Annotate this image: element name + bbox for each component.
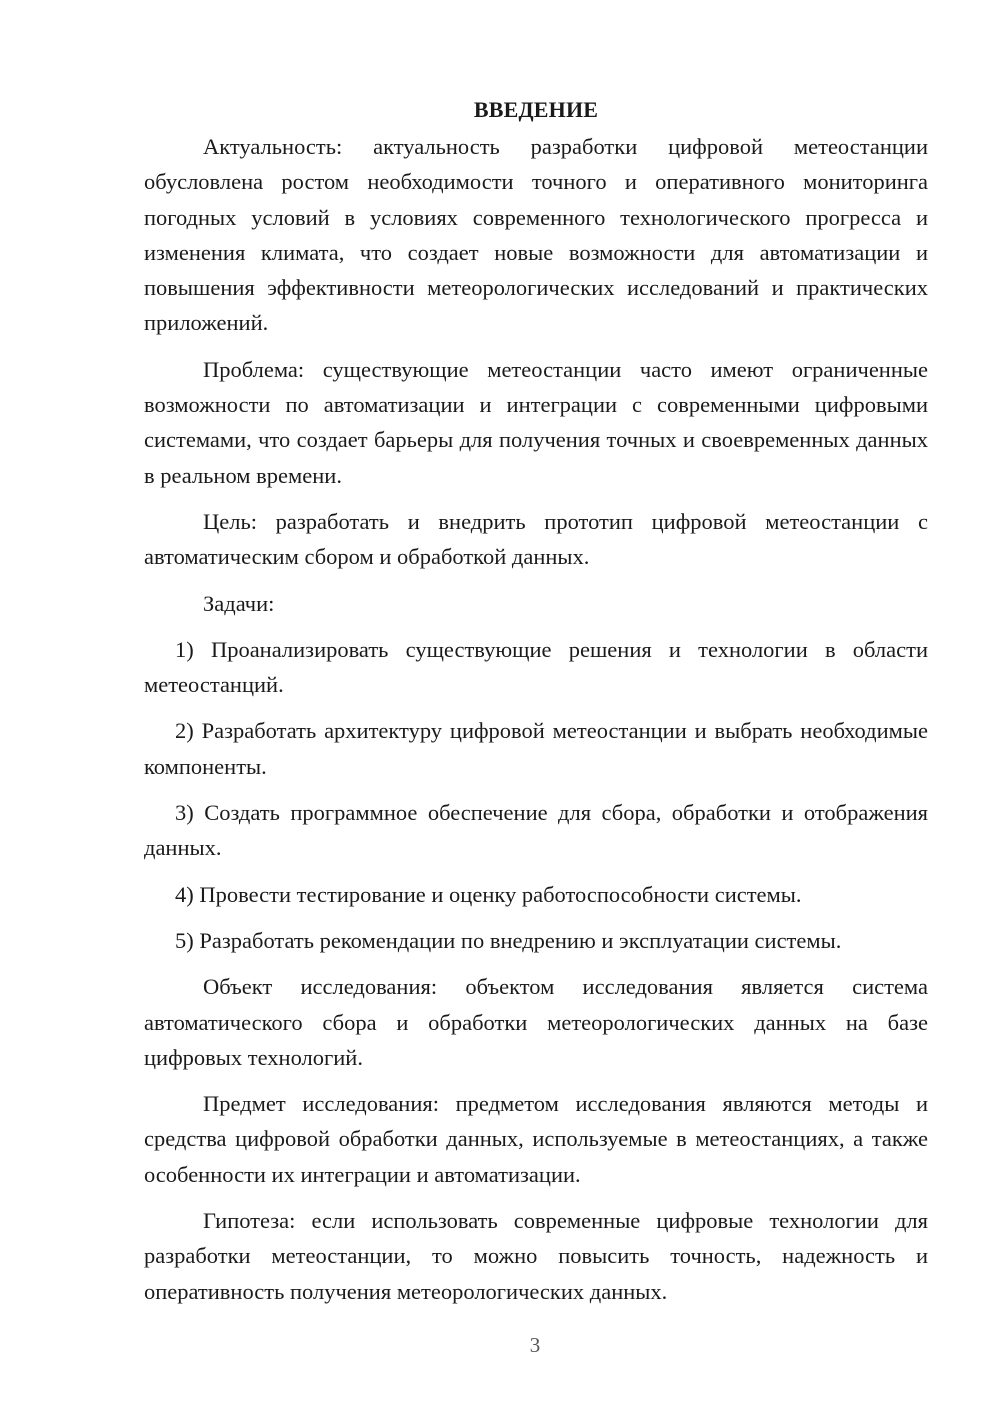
page-number: 3 <box>529 1333 541 1357</box>
document-page <box>144 92 928 1309</box>
paragraph-relevance: Актуальность: актуальность разработки цифровой метеостанции обусловлена ростом необходимости точного и оперативного мониторинга погодных условий в условиях современного технологического прогресса и изменения климата, что создает новые возможности для автоматизации и повышения эффективности метеорологических исследований и практических приложений. <box>144 134 928 336</box>
paragraph-problem: Проблема: существующие метеостанции часто имеют ограниченные возможности по автоматизации и интеграции с современными цифровыми системами, что создает барьеры для получения точных и своевременных данных в реальном времени. <box>144 356 928 488</box>
section-heading: ВВЕДЕНИЕ <box>473 97 599 122</box>
paragraph-goal: Цель: разработать и внедрить прототип цифровой метеостанции с автоматическим сбором и обработкой данных. <box>144 508 928 570</box>
task-item: 3) Создать программное обеспечение для сбора, обработки и отображения данных. <box>144 800 928 861</box>
paragraph-hypothesis: Гипотеза: если использовать современные цифровые технологии для разработки метеостанции, то можно повысить точность, надежность и оперативность получения метеорологических данных. <box>144 1208 928 1304</box>
task-item: 1) Проанализировать существующие решения и технологии в области метеостанций. <box>144 636 928 698</box>
task-item: 5) Разработать рекомендации по внедрению и эксплуатации системы. <box>175 927 842 953</box>
task-item: 2) Разработать архитектуру цифровой метеостанции и выбрать необходимые компоненты. <box>144 718 928 779</box>
task-item: 4) Провести тестирование и оценку работоспособности системы. <box>175 881 802 907</box>
paragraph-tasks-label: Задачи: <box>203 590 275 616</box>
paragraph-object: Объект исследования: объектом исследования является система автоматического сбора и обработки метеорологических данных на базе цифровых технологий. <box>144 974 928 1070</box>
paragraph-subject: Предмет исследования: предметом исследования являются методы и средства цифровой обработки данных, используемые в метеостанциях, а также особенности их интеграции и автоматизации. <box>144 1091 928 1187</box>
